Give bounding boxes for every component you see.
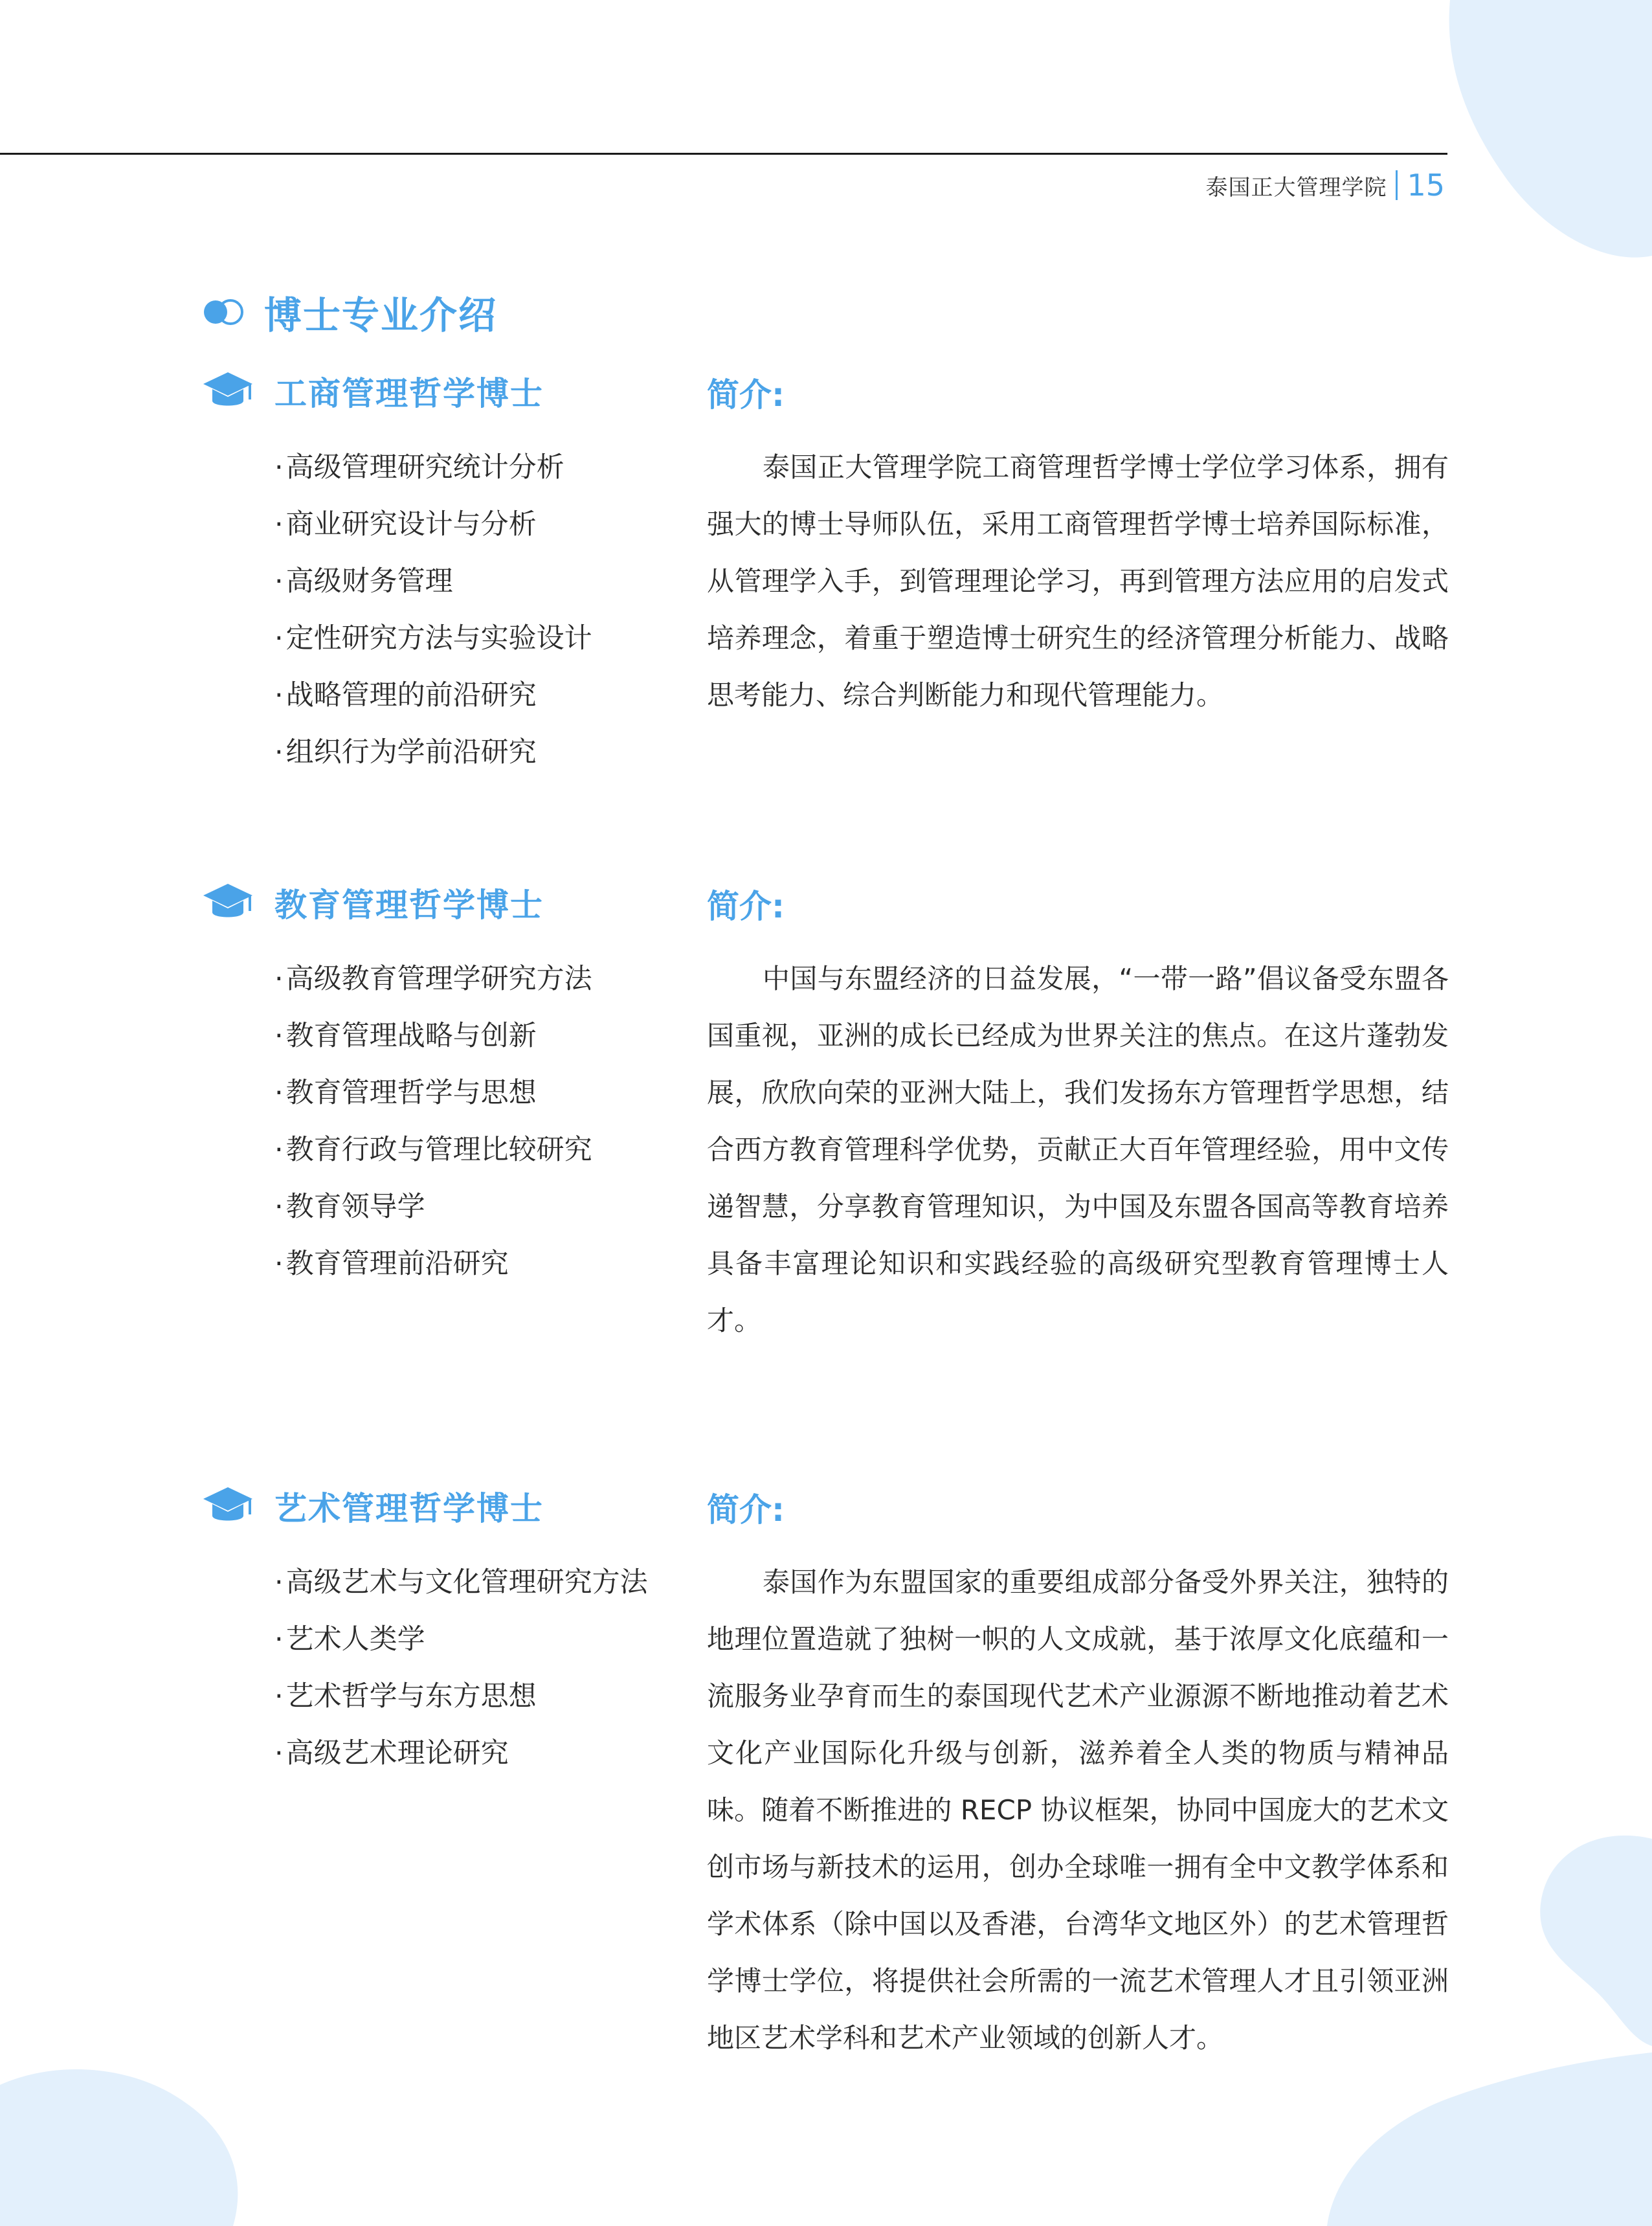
right-middle-decorative-blob [1489,1832,1652,2046]
graduation-cap-icon [202,883,254,923]
course-list [274,1554,648,1782]
course-item: · 艺术人类学 [274,1611,648,1668]
course-item: · 艺术哲学与东方思想 [274,1668,648,1725]
header-divider [1396,170,1398,200]
course-item: · 高级财务管理 [274,553,592,610]
section-heading [202,285,497,339]
course-item: · 高级艺术与文化管理研究方法 [274,1554,648,1611]
bottom-left-decorative-blob [0,2033,285,2226]
program-heading [202,368,544,414]
running-header [1205,166,1445,205]
intro-label: 简介: [707,888,785,925]
top-right-decorative-blob [1411,0,1652,259]
bottom-right-decorative-blob [1308,2046,1652,2226]
section-title: 博士专业介绍 [264,293,498,337]
program-title: 艺术管理哲学博士 [274,1490,544,1527]
program-title: 教育管理哲学博士 [274,886,544,924]
course-item: · 高级教育管理学研究方法 [274,950,592,1007]
school-name: 泰国正大管理学院 [1205,174,1387,201]
course-item: · 定性研究方法与实验设计 [274,610,592,667]
course-item: · 教育管理战略与创新 [274,1007,592,1064]
course-item: · 商业研究设计与分析 [274,496,592,553]
graduation-cap-icon [202,1486,254,1526]
intro-paragraph: 泰国正大管理学院工商管理哲学博士学位学习体系，拥有强大的博士导师队伍，采用工商管理哲学博士培养国际标准，从管理学入手，到管理理论学习，再到管理方法应用的启发式培养理念，着重于塑造博士研究生的经济管理分析能力、战略思考能力、综合判断能力和现代管理能力。 [707,451,1449,711]
toggle-dots-icon [202,298,245,326]
course-item: · 教育行政与管理比较研究 [274,1121,592,1178]
intro-label: 简介: [707,1491,785,1529]
course-item: · 战略管理的前沿研究 [274,667,592,724]
header-rule [0,153,1447,155]
course-item: · 教育管理哲学与思想 [274,1064,592,1121]
program-heading [202,1483,544,1529]
intro-paragraph: 中国与东盟经济的日益发展，“一带一路”倡议备受东盟各国重视，亚洲的成长已经成为世界关注的焦点。在这片蓬勃发展，欣欣向荣的亚洲大陆上，我们发扬东方管理哲学思想，结合西方教育管理科学优势，贡献正大百年管理经验，用中文传递智慧，分享教育管理知识，为中国及东盟各国高等教育培养具备丰富理论知识和实践经验的高级研究型教育管理博士人才。 [707,963,1449,1336]
intro-label: 简介: [707,376,785,414]
course-item: · 组织行为学前沿研究 [274,724,592,781]
page-number: 15 [1407,168,1445,203]
course-item: · 教育领导学 [274,1178,592,1235]
course-list [274,950,592,1292]
course-item: · 教育管理前沿研究 [274,1235,592,1292]
program-title: 工商管理哲学博士 [274,375,544,412]
course-list [274,439,592,781]
course-item: · 高级管理研究统计分析 [274,439,592,496]
intro-paragraph: 泰国作为东盟国家的重要组成部分备受外界关注，独特的地理位置造就了独树一帜的人文成就，基于浓厚文化底蕴和一流服务业孕育而生的泰国现代艺术产业源源不断地推动着艺术文化产业国际化升级与创新，滋养着全人类的物质与精神品味。随着不断推进的 RECP 协议框架，协同中国庞大的艺术文创市场与新技术的运用，创办全球唯一拥有全中文教学体系和学术体系（除中国以及香港，台湾华文地区外）的艺术管理哲学博士学位，将提供社会所需的一流艺术管理人才且引领亚洲地区艺术学科和艺术产业领域的创新人才。 [707,1566,1449,2054]
graduation-cap-icon [202,371,254,411]
program-heading [202,879,544,926]
course-item: · 高级艺术理论研究 [274,1725,648,1782]
